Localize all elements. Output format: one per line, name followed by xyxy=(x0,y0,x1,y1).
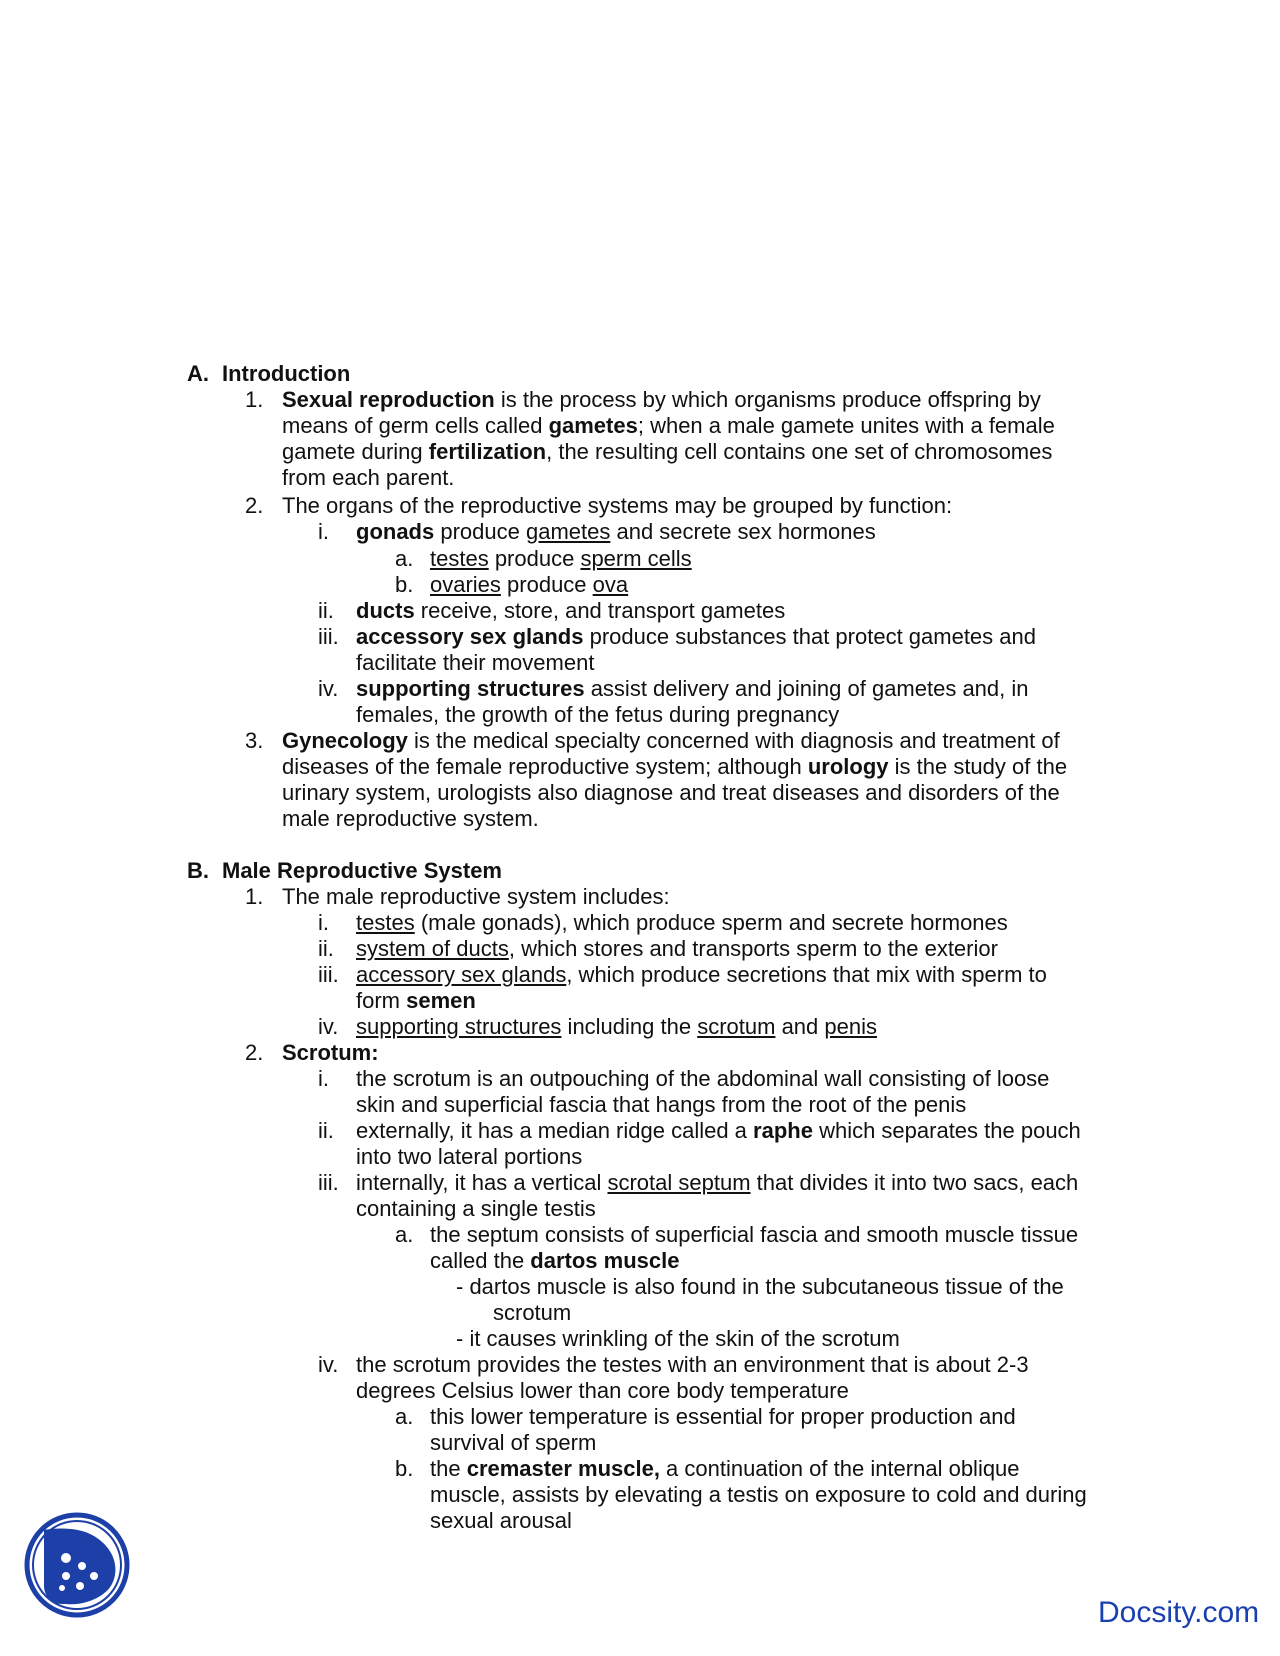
list-item: accessory sex glands produce substances that protect gametes and xyxy=(356,624,1036,649)
list-marker: i. xyxy=(318,1066,329,1091)
list-item: ducts receive, store, and transport gametes xyxy=(356,598,786,623)
list-marker: a. xyxy=(395,546,414,571)
list-marker: iii. xyxy=(318,1170,339,1195)
list-item: the scrotum provides the testes with an environment that is about 2-3 xyxy=(356,1352,1029,1377)
paragraph-line: Sexual reproduction is the process by which organisms produce offspring by xyxy=(282,387,1041,412)
list-item: the scrotum is an outpouching of the abdominal wall consisting of loose xyxy=(356,1066,1050,1091)
paragraph-line: Gynecology is the medical specialty concerned with diagnosis and treatment of xyxy=(282,728,1060,753)
paragraph-line: means of germ cells called gametes; when a male gamete unites with a female xyxy=(282,413,1055,438)
list-item: ovaries produce ova xyxy=(430,572,629,597)
list-marker: iii. xyxy=(318,962,339,987)
paragraph-line: from each parent. xyxy=(282,465,455,490)
list-marker: i. xyxy=(318,910,329,935)
list-number: 2. xyxy=(245,493,264,518)
docsity-brand-link[interactable]: Docsity.com xyxy=(1098,1596,1260,1629)
section-b-title: Male Reproductive System xyxy=(222,858,502,883)
list-item-continuation: muscle, assists by elevating a testis on exposure to cold and during xyxy=(430,1482,1087,1507)
list-item: testes produce sperm cells xyxy=(430,546,692,571)
list-item: gonads produce gametes and secrete sex hormones xyxy=(356,519,876,544)
list-item-continuation: facilitate their movement xyxy=(356,650,595,675)
list-item-continuation: degrees Celsius lower than core body temperature xyxy=(356,1378,849,1403)
list-item-continuation: form semen xyxy=(356,988,476,1013)
list-item: system of ducts, which stores and transports sperm to the exterior xyxy=(356,936,998,961)
list-marker: b. xyxy=(395,1456,414,1481)
list-marker: ii. xyxy=(318,936,334,961)
list-item: testes (male gonads), which produce sperm and secrete hormones xyxy=(356,910,1008,935)
paragraph-line: diseases of the female reproductive system; although urology is the study of the xyxy=(282,754,1068,779)
section-a-letter: A. xyxy=(187,361,209,386)
list-marker: iv. xyxy=(318,1352,339,1377)
list-number: 1. xyxy=(245,884,264,909)
docsity-logo-icon[interactable] xyxy=(22,1510,132,1620)
dash-item: - it causes wrinkling of the skin of the scrotum xyxy=(456,1326,900,1351)
paragraph-line: male reproductive system. xyxy=(282,806,539,831)
dash-item-continuation: scrotum xyxy=(493,1300,572,1325)
section-a-title: Introduction xyxy=(222,361,351,386)
list-marker: ii. xyxy=(318,1118,334,1143)
list-item: supporting structures assist delivery and joining of gametes and, in xyxy=(356,676,1029,701)
paragraph-line: The male reproductive system includes: xyxy=(282,884,670,909)
list-marker: b. xyxy=(395,572,414,597)
list-item: supporting structures including the scrotum and penis xyxy=(356,1014,877,1039)
paragraph-line: gamete during fertilization, the resulting cell contains one set of chromosomes xyxy=(282,439,1053,464)
list-marker: i. xyxy=(318,519,329,544)
section-b-letter: B. xyxy=(187,858,209,883)
list-marker: iii. xyxy=(318,624,339,649)
list-marker: iv. xyxy=(318,1014,339,1039)
list-item: the septum consists of superficial fascia and smooth muscle tissue xyxy=(430,1222,1079,1247)
list-item: externally, it has a median ridge called a raphe which separates the pouch xyxy=(356,1118,1081,1143)
list-item-continuation: skin and superficial fascia that hangs from the root of the penis xyxy=(356,1092,967,1117)
list-item: accessory sex glands, which produce secretions that mix with sperm to xyxy=(356,962,1047,987)
list-marker: a. xyxy=(395,1222,414,1247)
paragraph-line: The organs of the reproductive systems may be grouped by function: xyxy=(282,493,953,518)
subheading-scrotum: Scrotum: xyxy=(282,1040,379,1065)
dash-item: - dartos muscle is also found in the subcutaneous tissue of the xyxy=(456,1274,1064,1299)
list-item-continuation: called the dartos muscle xyxy=(430,1248,680,1273)
list-item-continuation: into two lateral portions xyxy=(356,1144,583,1169)
list-number: 1. xyxy=(245,387,264,412)
paragraph-line: urinary system, urologists also diagnose and treat diseases and disorders of the xyxy=(282,780,1060,805)
list-item-continuation: sexual arousal xyxy=(430,1508,572,1533)
list-item: the cremaster muscle, a continuation of the internal oblique xyxy=(430,1456,1020,1481)
list-item-continuation: containing a single testis xyxy=(356,1196,596,1221)
list-item-continuation: survival of sperm xyxy=(430,1430,597,1455)
list-item: this lower temperature is essential for proper production and xyxy=(430,1404,1016,1429)
list-item-continuation: females, the growth of the fetus during pregnancy xyxy=(356,702,840,727)
list-item: internally, it has a vertical scrotal septum that divides it into two sacs, each xyxy=(356,1170,1079,1195)
list-number: 3. xyxy=(245,728,264,753)
list-marker: iv. xyxy=(318,676,339,701)
list-number: 2. xyxy=(245,1040,264,1065)
list-marker: a. xyxy=(395,1404,414,1429)
list-marker: ii. xyxy=(318,598,334,623)
